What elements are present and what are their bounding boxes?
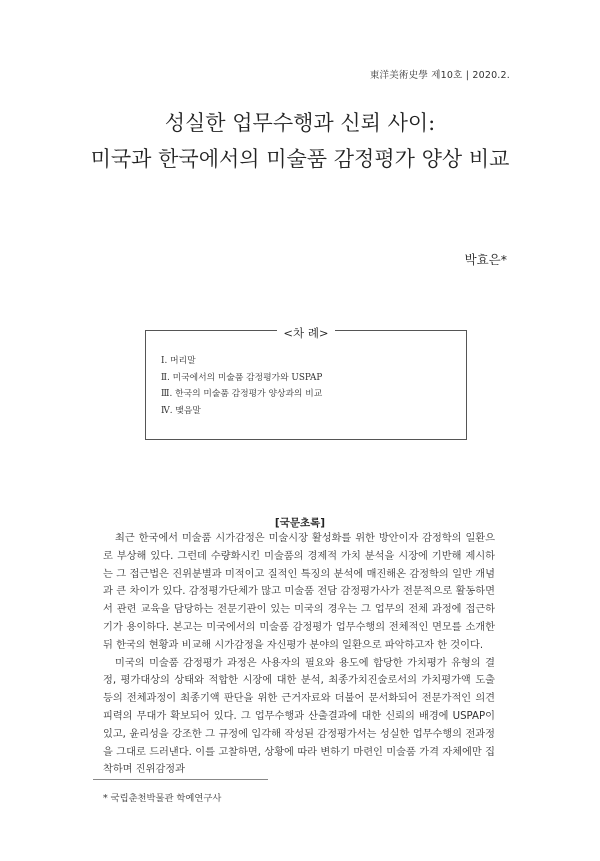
toc-list — [161, 353, 322, 419]
toc-title: <차 례> — [277, 326, 334, 340]
table-of-contents — [145, 326, 467, 440]
toc-item: Ⅳ. 맺음말 — [161, 405, 201, 416]
abstract-paragraph: 최근 한국에서 미술품 시가감정은 미술시장 활성화를 위한 방안이자 감정학의 일환으로 부상해 있다. 그런데 수량화시킨 미술품의 경제적 가치 분석을 시장에 기반해 제시하는 그 접근법은 진위분별과 미적이고 질적인 특징의 분석에 매진해온 감정학의 일반 개념과 큰 차이가 있다. 감정평가단체가 많고 미술품 전담 감정평가사가 전문적으로 활동하면서 관련 교육을 담당하는 전문기관이 있는 미국의 경우는 그 업무의 전체 과정에 접근하기가 용이하다. 본고는 미국에서의 미술품 감정평가 업무수행의 전체적인 면모를 소개한 뒤 한국의 현황과 비교해 시가감정을 자신평가 분야의 일환으로 파악하고자 한 것이다. — [103, 533, 495, 651]
paper-title — [0, 105, 600, 177]
toc-item: Ⅱ. 미국에서의 미술품 감정평가와 USPAP — [161, 372, 323, 383]
toc-item: Ⅰ. 머리말 — [161, 356, 196, 366]
title-line-2: 미국과 한국에서의 미술품 감정평가 양상 비교 — [90, 147, 510, 171]
toc-item: Ⅲ. 한국의 미술품 감정평가 양상과의 비교 — [161, 389, 323, 399]
abstract-body — [103, 530, 495, 779]
abstract-heading: [국문초록] — [274, 517, 326, 529]
title-line-1: 성실한 업무수행과 신뢰 사이: — [164, 111, 436, 135]
footnote: * 국립춘천박물관 학예연구사 — [103, 793, 222, 804]
footnote-divider — [93, 779, 268, 780]
abstract-paragraph: 미국의 미술품 감정평가 과정은 사용자의 필요와 용도에 합당한 가치평가 유형의 결정, 평가대상의 상태와 적합한 시장에 대한 분석, 최종가치진술로서의 가치평가액 도출 등의 전체과정이 최종기액 판단을 위한 근거자료와 더불어 문서화되어 전문가적인 의견 피력의 무대가 확보되어 있다. 그 업무수행과 산출결과에 대한 신뢰의 배경에 USPAP이 있고, 윤리성을 강조한 그 규정에 입각해 작성된 감정평가서는 성실한 업무수행의 전과정을 그대로 드러낸다. 이를 고찰하면, 상황에 따라 변하기 마련인 미술품 가격 자체에만 집착하며 진위감정과 — [103, 657, 495, 776]
journal-header: 東洋美術史學 제10호 | 2020.2. — [369, 70, 510, 81]
author-name: 박효은* — [464, 252, 507, 267]
